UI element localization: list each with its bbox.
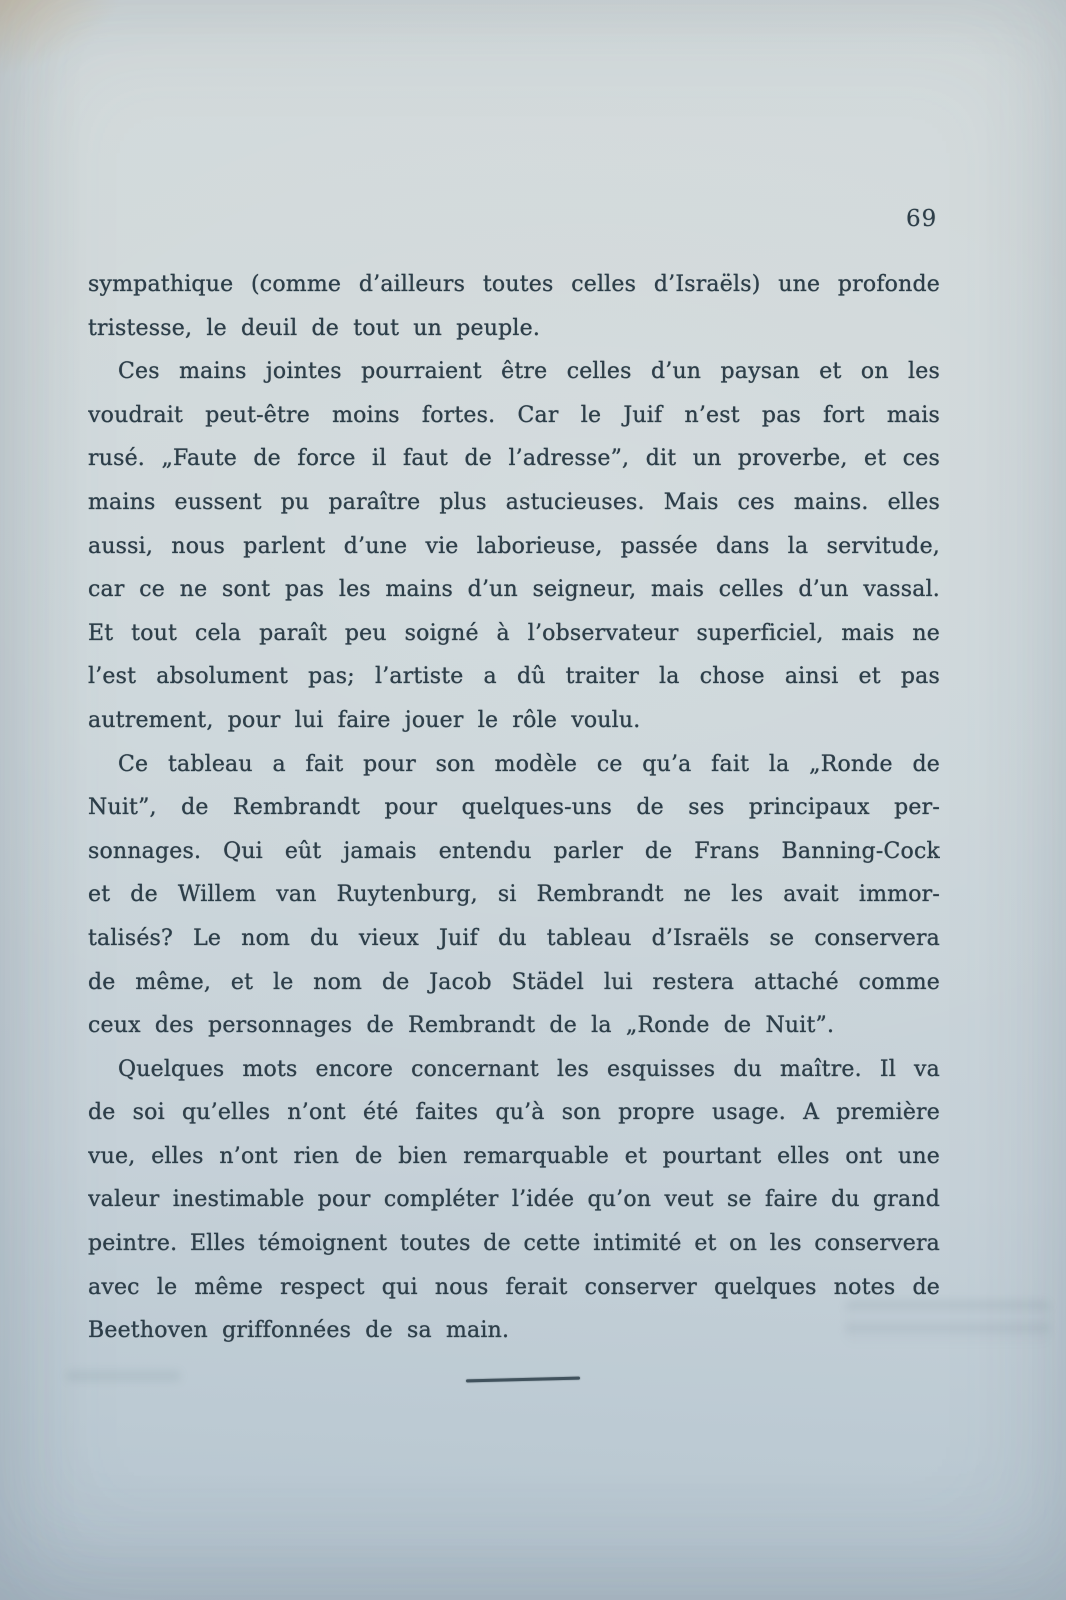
text-line: avec le même respect qui nous ferait conserver quelques notes de [88,1274,940,1300]
text-block [88,263,940,1353]
text-line: autrement, pour lui faire jouer le rôle voulu. [88,707,641,733]
text-line: tristesse, le deuil de tout un peuple. [88,315,541,341]
text-line: sonnages. Qui eût jamais entendu parler de Frans Banning-Cock [88,838,940,864]
text-line: sympathique (comme d’ailleurs toutes celles d’Israëls) une profonde [88,272,940,297]
section-divider [466,1377,580,1382]
text-line: Beethoven griffonnées de sa main. [88,1318,510,1344]
text-line: l’est absolument pas; l’artiste a dû traiter la chose ainsi et pas [88,664,940,690]
text-line: et de Willem van Ruytenburg, si Rembrandt ne les avait immor- [88,882,940,908]
text-line: ceux des personnages de Rembrandt de la „Ronde de Nuit”. [88,1013,835,1039]
text-line: de même, et le nom de Jacob Städel lui restera attaché comme [88,969,940,995]
text-line: peintre. Elles témoignent toutes de cette intimité et on les conservera [88,1231,940,1257]
page-number: 69 [906,206,938,232]
text-line: Nuit”, de Rembrandt pour quelques-uns de ses principaux per- [88,795,940,821]
bleed-through-smudge [66,1370,181,1382]
text-line: Ce tableau a fait pour son modèle ce qu’a fait la „Ronde de [118,751,940,777]
text-line: Quelques mots encore concernant les esquisses du maître. Il va [118,1056,940,1082]
text-line: Ces mains jointes pourraient être celles d’un paysan et on les [118,359,940,385]
text-line: car ce ne sont pas les mains d’un seigneur, mais celles d’un vassal. [88,577,940,603]
text-line: de soi qu’elles n’ont été faites qu’à son propre usage. A première [88,1100,940,1126]
text-line: Et tout cela paraît peu soigné à l’observateur superficiel, mais ne [88,620,940,646]
text-line: aussi, nous parlent d’une vie laborieuse, passée dans la servitude, [88,533,940,559]
text-line: rusé. „Faute de force il faut de l’adresse”, dit un proverbe, et ces [88,446,940,472]
text-line: mains eussent pu paraître plus astucieuses. Mais ces mains. elles [88,489,940,515]
text-line: voudrait peut-être moins fortes. Car le Juif n’est pas fort mais [88,402,940,428]
text-line: valeur inestimable pour compléter l’idée qu’on veut se faire du grand [88,1187,940,1213]
text-line: talisés? Le nom du vieux Juif du tableau d’Israëls se conservera [88,925,940,951]
text-line: vue, elles n’ont rien de bien remarquable et pourtant elles ont une [88,1143,940,1169]
